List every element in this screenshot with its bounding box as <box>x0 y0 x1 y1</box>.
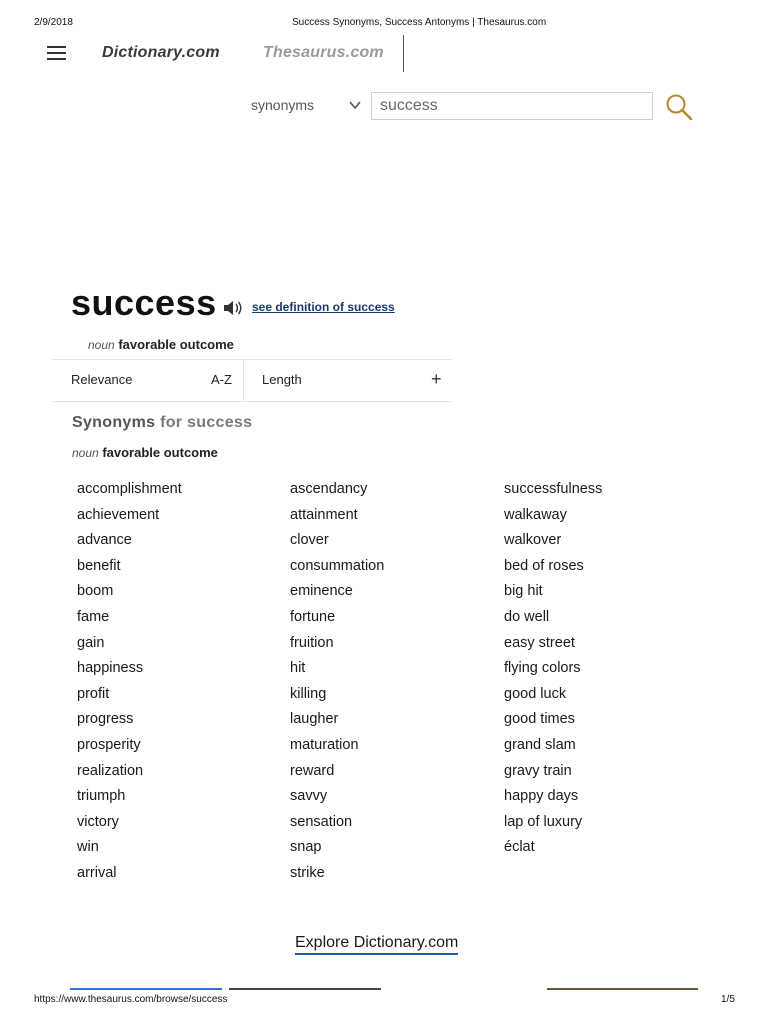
synonym-link[interactable]: easy street <box>504 634 575 651</box>
explore-dictionary-link[interactable]: Explore Dictionary.com <box>295 934 458 955</box>
synonym-link[interactable]: sensation <box>290 813 353 830</box>
search-type-value: synonyms <box>251 97 315 113</box>
synonym-link[interactable]: flying colors <box>504 660 581 677</box>
thesaurus-brand-link[interactable]: Thesaurus.com <box>263 44 384 61</box>
synonym-link[interactable]: fame <box>77 608 110 625</box>
sort-divider <box>243 359 244 401</box>
sort-relevance[interactable]: Relevance <box>71 372 133 387</box>
dictionary-brand-link[interactable]: Dictionary.com <box>102 44 220 61</box>
synonym-column-3 <box>504 481 704 865</box>
synonym-link[interactable]: attainment <box>290 506 358 523</box>
synonym-link[interactable]: laugher <box>290 711 339 728</box>
synonym-link[interactable]: gravy train <box>504 762 572 779</box>
search-type-select[interactable] <box>251 97 361 115</box>
synonym-link[interactable]: walkaway <box>504 506 567 523</box>
synonym-link[interactable]: hit <box>290 660 306 677</box>
synonym-link[interactable]: happy days <box>504 788 579 805</box>
synonyms-title-rest: for success <box>155 414 253 431</box>
synonym-column-2 <box>290 481 490 891</box>
print-page-title: Success Synonyms, Success Antonyms | Thesaurus.com <box>292 17 547 28</box>
synonym-link[interactable]: accomplishment <box>77 481 182 497</box>
synonym-link[interactable]: lap of luxury <box>504 813 583 830</box>
hamburger-menu-icon[interactable] <box>47 46 66 60</box>
synonym-link[interactable]: ascendancy <box>290 481 368 497</box>
synonym-link[interactable]: advance <box>77 532 132 549</box>
synonym-link[interactable]: boom <box>77 583 114 600</box>
synonym-link[interactable]: profit <box>77 685 110 702</box>
expand-plus-icon[interactable]: + <box>431 369 442 389</box>
synonym-link[interactable]: fortune <box>290 608 336 625</box>
synonym-link[interactable]: walkover <box>504 532 562 549</box>
magnifier-icon[interactable] <box>664 92 694 122</box>
nav-divider <box>403 35 404 72</box>
synonym-link[interactable]: éclat <box>504 839 535 856</box>
synonym-link[interactable]: arrival <box>77 864 117 881</box>
synonym-link[interactable]: killing <box>290 685 327 702</box>
synonym-link[interactable]: win <box>77 839 99 856</box>
synonym-link[interactable]: bed of roses <box>504 557 584 574</box>
thumbnail-edge <box>70 988 222 990</box>
synonyms-title-strong: Synonyms <box>72 414 156 431</box>
definition-link[interactable]: see definition of success <box>252 300 395 314</box>
synonyms-sense-label: favorable outcome <box>102 445 218 460</box>
speaker-icon[interactable] <box>222 298 244 318</box>
sort-az[interactable]: A-Z <box>211 372 232 387</box>
synonym-link[interactable]: realization <box>77 762 144 779</box>
sense-label: favorable outcome <box>118 337 234 352</box>
synonym-link[interactable]: benefit <box>77 557 121 574</box>
synonym-link[interactable]: snap <box>290 839 322 856</box>
search-input[interactable] <box>371 92 653 120</box>
synonym-link[interactable]: progress <box>77 711 134 728</box>
synonym-link[interactable]: reward <box>290 762 335 779</box>
thumbnail-edge <box>229 988 381 990</box>
synonym-link[interactable]: savvy <box>290 788 328 805</box>
synonym-link[interactable]: strike <box>290 864 325 881</box>
synonym-link[interactable]: gain <box>77 634 105 651</box>
synonyms-sense <box>72 445 218 460</box>
part-of-speech: noun <box>88 338 115 352</box>
sense-tab[interactable] <box>88 337 234 352</box>
synonym-link[interactable]: triumph <box>77 788 126 805</box>
synonym-link[interactable]: consummation <box>290 557 385 574</box>
synonym-link[interactable]: successfulness <box>504 481 603 497</box>
synonym-link[interactable]: maturation <box>290 736 359 753</box>
synonym-link[interactable]: fruition <box>290 634 334 651</box>
synonym-link[interactable]: achievement <box>77 506 160 523</box>
synonym-link[interactable]: happiness <box>77 660 144 677</box>
synonym-link[interactable]: big hit <box>504 583 543 600</box>
thumbnail-edge <box>547 988 698 990</box>
synonyms-pos: noun <box>72 446 99 460</box>
synonym-link[interactable]: clover <box>290 532 329 549</box>
synonym-column-1 <box>77 481 277 891</box>
synonyms-title <box>72 414 252 432</box>
synonym-link[interactable]: good times <box>504 711 575 728</box>
synonym-link[interactable]: victory <box>77 813 119 830</box>
synonym-link[interactable]: prosperity <box>77 736 141 753</box>
synonym-link[interactable]: good luck <box>504 685 567 702</box>
headword: success <box>71 282 217 323</box>
print-page-count: 1/5 <box>721 994 735 1005</box>
synonym-link[interactable]: eminence <box>290 583 353 600</box>
chevron-down-icon <box>348 98 362 112</box>
print-date: 2/9/2018 <box>34 17 73 28</box>
print-url: https://www.thesaurus.com/browse/success <box>34 994 228 1005</box>
synonym-link[interactable]: do well <box>504 608 550 625</box>
synonym-link[interactable]: grand slam <box>504 736 576 753</box>
sort-length[interactable]: Length <box>262 372 302 387</box>
